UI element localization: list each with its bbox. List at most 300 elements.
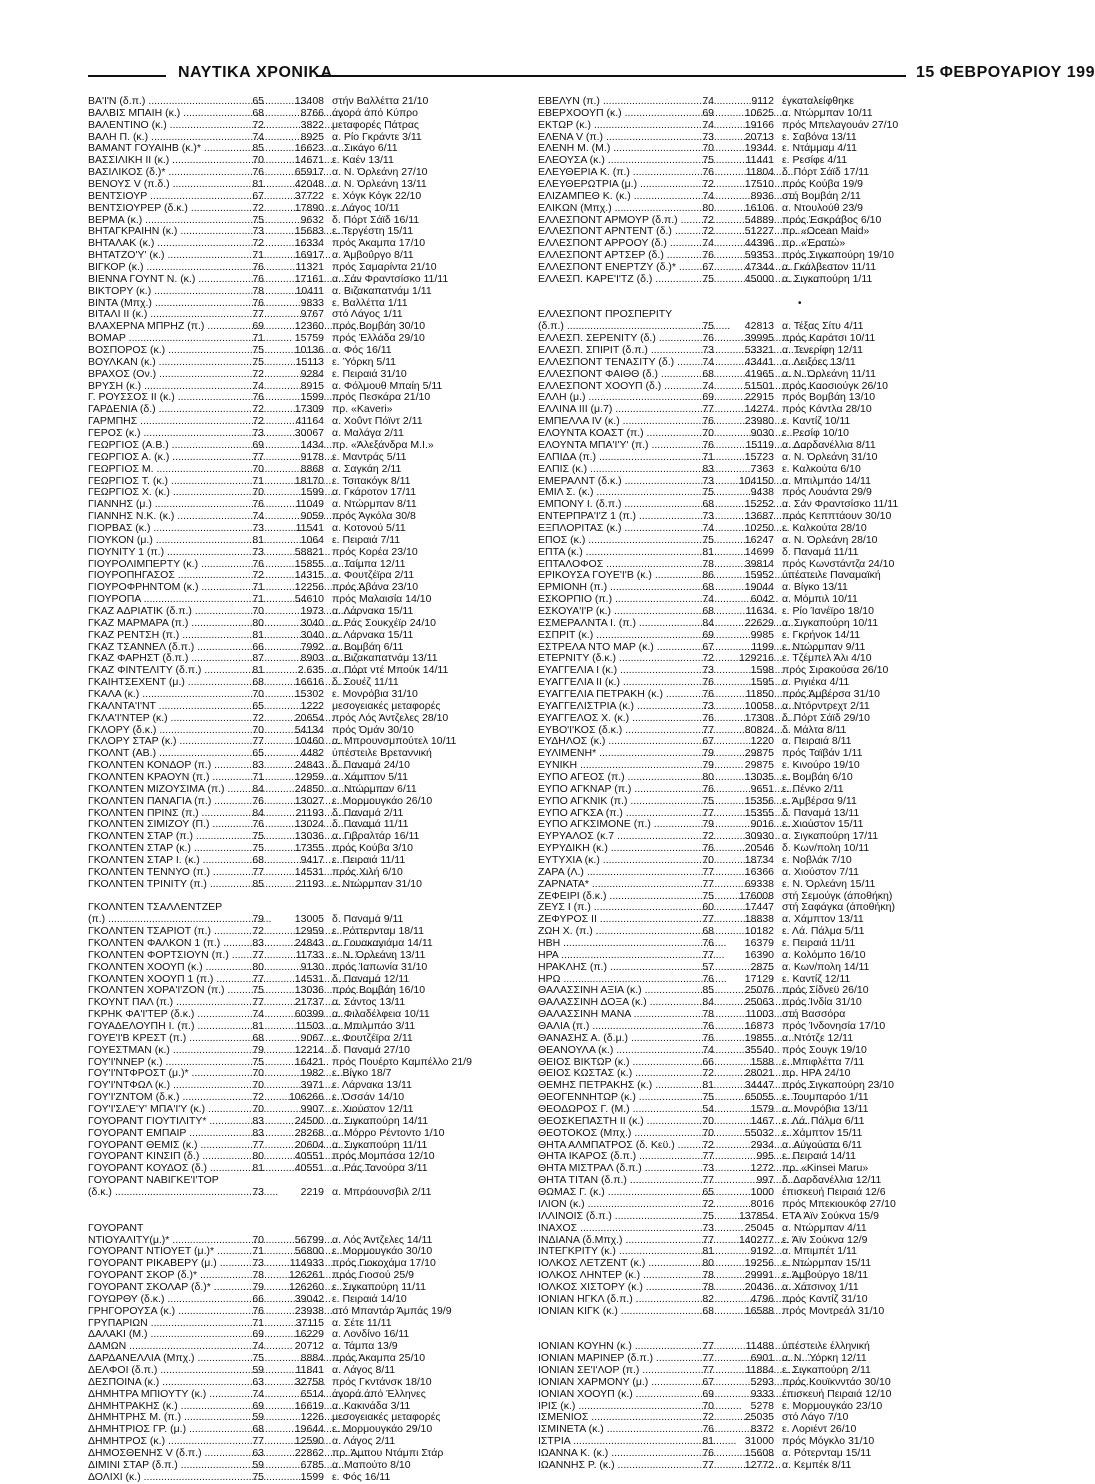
ship-name: ΓΟΥΟΡΑΝΤ ΓΙΟΥΤΙΛΙΤΥ* .....: [88, 1116, 240, 1128]
build-year: 84: [252, 782, 264, 795]
position-note: α. Μπράουνσβιλ 2/11: [332, 1186, 432, 1199]
tonnage: 17309: [294, 403, 324, 416]
build-year: 65: [252, 747, 264, 760]
tonnage: 126260: [288, 1280, 324, 1293]
position-note: ε. Μορμουγκάο 30/10: [332, 1245, 433, 1258]
build-year: 77: [702, 1150, 714, 1163]
build-year: 72: [702, 1138, 714, 1151]
ship-name: ΙΟΝΙΑΝ ΜΑΡΙΝΕΡ (δ.π.) .....: [538, 1353, 690, 1365]
ship-name: ΘΕΟΣΚΕΠΑΣΤΗ ΙΙ (κ.) .....: [538, 1116, 690, 1128]
ship-entry: [88, 713, 488, 725]
position-note: ε. Πειραιά 31/10: [332, 367, 407, 380]
tonnage: 80824: [744, 723, 774, 736]
position-note: α. Γκάροτον 17/11: [332, 486, 417, 499]
ship-entry: [538, 203, 938, 215]
build-year: 76: [702, 937, 714, 950]
tonnage: 3040: [300, 628, 324, 641]
tonnage: 11049: [295, 498, 324, 511]
position-note: α. Βομβάη 6/11: [332, 640, 404, 653]
position-note: πρός Σιρακούσα 26/10: [782, 664, 889, 677]
position-note: πρός Κάντλα 28/10: [782, 403, 872, 416]
position-note: πρός Έσκράβος 6/10: [782, 213, 882, 226]
build-year: 74: [252, 1387, 264, 1400]
position-note: ε. Καλκούτα 6/10: [782, 462, 861, 475]
ship-entry: [88, 452, 488, 464]
tonnage: 1982: [300, 1067, 324, 1080]
position-note: α. Κεμπέκ 8/11: [782, 1458, 852, 1471]
tonnage: 20604: [294, 1138, 324, 1151]
ship-name: ΓΙΟΡΒΑΣ (κ.) .....: [88, 523, 240, 535]
build-year: 72: [252, 711, 264, 724]
tonnage: 44396: [744, 237, 774, 250]
tonnage: 4482: [300, 747, 324, 760]
ship-name: ΕΛΟΥΝΤΑ ΚΟΑΣΤ (π.) .....: [538, 428, 690, 440]
ship-entry: [88, 796, 488, 808]
tonnage: 34447: [744, 1079, 774, 1092]
build-year: 76: [702, 249, 714, 262]
build-year: 70: [702, 1399, 714, 1412]
tonnage: 9130: [300, 960, 324, 973]
tonnage: 995: [756, 1150, 774, 1163]
ship-name: ΕΥΠΟ ΑΓΚΝΑΡ (π.) .....: [538, 784, 690, 796]
tonnage: 56800: [294, 1245, 324, 1258]
tonnage: 19644: [294, 1423, 324, 1436]
tonnage: 16390: [744, 948, 774, 961]
position-note: ε. Κινούρο 19/10: [782, 759, 860, 772]
tonnage: 6901: [750, 1352, 774, 1365]
position-note: στή Βασσόρα: [782, 1008, 846, 1021]
position-note: α. Σαγκάη 2/11: [332, 462, 402, 475]
ship-entry: [88, 120, 488, 132]
position-note: πρός Σαμαρίντα 21/10: [332, 261, 437, 274]
tonnage: 10411: [295, 284, 324, 297]
build-year: 70: [252, 1067, 264, 1080]
ship-name: ΓΟΥΕ'Ι'Β ΚΡΕΣΤ (π.) .....: [88, 1033, 240, 1045]
ship-name: ΕΛΛΕΣΠ. ΣΕΡΕΝΙΤΥ (δ.) .....: [538, 333, 690, 345]
position-note: δ. Παναμά 11/11: [332, 818, 409, 831]
ship-entry: [538, 1211, 938, 1223]
ship-name: ΙΣΤΡΙΑ .....: [538, 1436, 690, 1448]
position-note: ε. Τουμπαρόο 1/11: [782, 1091, 869, 1104]
ship-name: ΓΙΑΝΝΗΣ (μ.) .....: [88, 499, 240, 511]
ship-name: ΖΕΦΕΙΡΙ (δ.κ.) .....: [538, 891, 690, 903]
build-year: 83: [702, 462, 714, 475]
build-year: 81: [702, 1435, 714, 1448]
ship-entry: [538, 1223, 938, 1235]
position-note: α. Αύγούστα 6/11: [782, 1138, 863, 1151]
build-year: 65: [252, 699, 264, 712]
tonnage: 9417: [300, 854, 324, 866]
tonnage: 9333: [750, 1387, 774, 1400]
tonnage: 8884: [300, 1352, 324, 1365]
position-note: δ. Πόρτ Σάϊδ 17/11: [782, 166, 870, 179]
build-year: 74: [702, 1043, 714, 1056]
build-year: 75: [702, 154, 714, 167]
ship-name: ΓΚΡΗΚ ΦΑ'Ι'ΤΕΡ (δ.κ.) .....: [88, 1009, 240, 1021]
build-year: 77: [252, 1138, 264, 1151]
position-note: α. Ντώρμπαν 4/11: [782, 1221, 867, 1234]
position-note: α. Ρότερνταμ 15/11: [782, 1446, 872, 1459]
ship-name: ΕΛΛΕΣΠ. ΣΠΙΡΙΤ (δ.π.) .....: [538, 345, 690, 357]
tonnage: 43441: [744, 355, 774, 368]
position-note: ε. Μορμουγκάο 26/10: [332, 794, 433, 807]
position-note: πρός Ίνδονησία 17/10: [782, 1020, 886, 1033]
position-note: πρ. Άμπου Ντάμπι Στάρ: [332, 1446, 444, 1459]
ship-entry: [538, 1116, 938, 1128]
tonnage: 15952: [744, 569, 774, 582]
build-year: 74: [702, 379, 714, 392]
tonnage: 20713: [744, 130, 774, 143]
tonnage: 23980: [744, 415, 774, 428]
publication-title: ΝΑΥΤΙΚΑ ΧΡΟΝΙΚΑ: [178, 64, 333, 81]
tonnage: 5293: [750, 1375, 774, 1388]
position-note: α. Φουτζέϊρα 2/11: [332, 569, 415, 582]
tonnage: 14671: [294, 154, 324, 167]
build-year: 71: [252, 332, 264, 345]
ship-name: ΓΕΩΡΓΙΟΣ (Α.Β.) .....: [88, 440, 240, 452]
ship-name: ΘΕΟΔΩΡΟΣ Γ. (Μ.) .....: [538, 1104, 690, 1116]
build-year: 75: [702, 889, 714, 902]
tonnage: 24843: [294, 937, 324, 950]
tonnage: 1199: [751, 640, 774, 653]
position-note: στό Λάγο 7/10: [782, 1411, 849, 1424]
position-note: δ. Παναμά 24/10: [332, 759, 410, 772]
ship-name: ΕΥΤΥΧΙΑ (κ.) .....: [538, 855, 690, 867]
tonnage: 17355: [294, 842, 324, 855]
ship-name: ΕΡΙΚΟΥΣΑ ΓΟΥΕ'Ι'Β (κ.) .....: [538, 570, 690, 582]
tonnage: 58821: [294, 545, 324, 558]
tonnage: 18734: [744, 854, 774, 866]
build-year: 68: [252, 854, 264, 866]
ship-name: ΕΛΕΝΑ V (π.) .....: [538, 132, 690, 144]
issue-date-page: 15 ΦΕΒΡΟΥΑΡΙΟΥ 199: [916, 64, 1095, 81]
ship-name-continued: ΓΟΥΟΡΑΝΤ ΝΑΒΙΓΚΕ'Ι'ΤΟΡ: [88, 1174, 219, 1187]
tonnage: 9985: [750, 628, 774, 641]
build-year: 75: [252, 1470, 264, 1483]
position-note: πρός Μαλαισία 14/10: [332, 593, 432, 606]
ship-name: ΒΑΛΒΙΣ ΜΠΑΙΗ (κ.) .....: [88, 108, 240, 120]
ship-list-right-column: [538, 96, 938, 1472]
build-year: 54: [702, 1103, 714, 1116]
tonnage: 17308: [744, 711, 774, 724]
tonnage: 42048: [294, 178, 324, 191]
build-year: 77: [252, 865, 264, 878]
build-year: 72: [702, 1067, 714, 1080]
build-year: 76: [702, 782, 714, 795]
build-year: 57: [702, 960, 714, 973]
ship-entry: [88, 1377, 488, 1389]
position-note: πρός Πουέρτο Καμπέλλο 21/9: [332, 1055, 472, 1068]
position-note: ε. Τζέμπελ Άλι 4/10: [782, 652, 872, 665]
build-year: 81: [702, 1245, 714, 1258]
position-note: ε. Ύόρκη 5/11: [332, 355, 397, 368]
position-note: α. Γουακαγιάμα 14/11: [332, 937, 433, 950]
build-year: 77: [252, 308, 264, 321]
position-note: α. Βίγκο 13/11: [782, 581, 848, 594]
tonnage: 12959: [294, 770, 324, 783]
build-year: 77: [252, 450, 264, 463]
ship-name: ΒΕΡΜΑ (κ.) .....: [88, 215, 240, 227]
ship-name: ΓΚΟΛΝΤΕΝ ΤΕΝΝΥΟ (π.) .....: [88, 867, 240, 879]
build-year: 67: [252, 189, 264, 202]
ship-entry: [88, 535, 488, 547]
ship-name: ΙΟΛΚΟΣ ΧΙΣΤΟΡΥ (κ.) .....: [538, 1282, 690, 1294]
position-note: πρ. «Άλεξάνδρα Μ.Ι.»: [332, 438, 434, 451]
build-year: 73: [702, 510, 714, 523]
tonnage: 3040: [300, 616, 324, 629]
build-year: 76: [702, 972, 714, 985]
tonnage: 16917: [294, 249, 324, 262]
tonnage: 1595: [750, 676, 774, 689]
tonnage: 15723: [744, 450, 774, 463]
ship-name: ΓΚΑΖ ΡΕΝΤΣΗ (π.) .....: [88, 630, 240, 642]
position-note: α. Σιγκαπούρη 10/11: [782, 616, 879, 629]
tonnage: 14531: [294, 865, 324, 878]
position-note: ε. Σαβόνα 13/11: [782, 130, 857, 143]
ship-name: ΕΛΕΥΘΕΡΩΤΡΙΑ (μ.) .....: [538, 179, 690, 191]
build-year: 81: [252, 628, 264, 641]
ship-name: ΒΑΣΣΙΛΙΚΗ ΙΙ (κ.) .....: [88, 155, 240, 167]
build-year: 71: [252, 581, 264, 594]
ship-entry: [88, 464, 488, 476]
ship-name: ΓΟΥ'Ι'ΣΛΕ'Υ' ΜΠΑ'Ι'Υ (κ.) .....: [88, 1104, 240, 1116]
tonnage: 15356: [744, 794, 774, 807]
tonnage: 11850: [745, 687, 774, 700]
build-year: 66: [252, 1292, 264, 1305]
ship-name: ΓΟΥΟΡΑΝΤ ΕΜΠΑΙΡ .....: [88, 1128, 240, 1140]
build-year: 74: [702, 593, 714, 606]
ship-name: ΙΛΙΟΝ (κ.) .....: [538, 1199, 690, 1211]
build-year: 77: [252, 948, 264, 961]
build-year: 70: [252, 1103, 264, 1116]
ship-list-left-column: [88, 96, 488, 1484]
build-year: 65: [252, 95, 264, 107]
ship-name: ΒΕΝΤΣΙΟΥΡΕΡ (δ.κ.) .....: [88, 203, 240, 215]
tonnage: 1588: [750, 1055, 774, 1068]
tonnage: 21193: [295, 806, 324, 819]
build-year: 76: [252, 261, 264, 274]
position-note: α. Ν. Όρλεάνη 13/11: [332, 178, 427, 191]
ship-name: ΕΛΛΗ (μ.) .....: [538, 392, 690, 404]
position-note: πρός Κούβα 19/9: [782, 178, 863, 191]
ship-name: ΓΟΥΟΡΑΝΤ ΡΙΚΑΒΕΡΥ (μ.) .....: [88, 1258, 240, 1270]
tonnage: 65055: [744, 1091, 774, 1104]
position-note: α. Πόρτ ντέ Μπούκ 14/11: [332, 664, 449, 677]
build-year: 74: [702, 237, 714, 250]
ship-name: ΔΗΜΗΤΡΙΟΣ ΓΡ. (μ.) .....: [88, 1424, 240, 1436]
ship-entry: [88, 440, 488, 452]
position-note: πρός Σίδνεϋ 26/10: [782, 984, 869, 997]
ship-name: ΓΚΟΛΝΤΕΝ ΤΡΙΝΙΤΥ (π.) .....: [88, 879, 240, 891]
ship-name: ΕΜΠΟΝΥ Ι. (δ.π.) .....: [538, 499, 690, 511]
position-note: ε. Βίγκο 18/7: [332, 1067, 392, 1080]
ship-name: ΓΕΩΡΓΙΟΣ Α. (κ.) .....: [88, 452, 240, 464]
header-rule-left: [88, 75, 166, 77]
position-note: ε. Τεργέστη 15/11: [332, 225, 414, 238]
ship-name: ΓΕΩΡΓΙΟΣ Τ. (κ.) .....: [88, 476, 240, 488]
position-note: πρός Έλλάδα 29/10: [332, 332, 425, 345]
position-note: α. Λάρνακα 15/11: [332, 628, 414, 641]
ship-name: ΔΗΜΗΤΡΑΚΗΣ (κ.) .....: [88, 1401, 240, 1413]
position-note: πρός Κεππτάουν 30/10: [782, 510, 892, 523]
ship-name: ΙΣΜΙΝΕΤΑ (κ.) .....: [538, 1424, 690, 1436]
position-note: ε. Τσιτακόγκ 8/11: [332, 474, 411, 487]
position-note: ε. Γκρήνοκ 14/11: [782, 628, 861, 641]
ship-name-continued: ΓΚΟΛΝΤΕΝ ΤΣΑΛΛΕΝΤΖΕΡ: [88, 901, 223, 914]
tonnage: 13024: [294, 818, 324, 831]
position-note: πρ. «Έρατώ»: [782, 237, 846, 250]
ship-name: ΕΛΠΙΔΑ (π.) .....: [538, 452, 690, 464]
tonnage: 11503: [295, 1020, 324, 1033]
ship-name: ΓΚΑΖ ΦΙΝΤΕΛΙΤΥ (δ.π.) .....: [88, 665, 240, 677]
ship-name: ΘΕΙΟΣ ΚΩΣΤΑΣ (κ.) .....: [538, 1068, 690, 1080]
tonnage: 13035: [744, 770, 774, 783]
ship-name: ΓΙΟΥΚΟΝ (μ.) .....: [88, 535, 240, 547]
position-note: ε. Βομβάη 6/10: [782, 770, 853, 783]
ship-name: ΓΟΥΟΡΑΝΤ ΚΟΥΔΟΣ (δ.) .....: [88, 1163, 240, 1175]
position-note: α. Λάγος 8/11: [332, 1363, 396, 1376]
ship-name: ΒΡΥΣΗ (κ.) .....: [88, 381, 240, 393]
position-note: πρός Ταϊβάν 1/11: [782, 747, 863, 760]
ship-name: ΓΚΟΛΝΤΕΝ ΣΤΑΡ (κ.) .....: [88, 843, 240, 855]
ship-name: ΕΜΠΕΛΛΑ IV (κ.) .....: [538, 416, 690, 428]
ship-entry: [88, 879, 488, 891]
tonnage: 9284: [300, 367, 324, 380]
bullet-mark: •: [798, 297, 802, 309]
ship-name-continued: ΕΛΛΕΣΠΟΝΤ ΠΡΟΣΠΕΡΙΤΥ: [538, 308, 673, 321]
tonnage: 6785: [300, 1458, 324, 1471]
position-note: α. Βιζακαπατνάμ 1/11: [332, 284, 432, 297]
tonnage: 1434: [300, 438, 324, 451]
ship-name: ΓΚΟΛΝΤΕΝ ΜΙΖΟΥΣΙΜΑ (π.) .....: [88, 784, 240, 796]
tonnage: 19855: [744, 1031, 774, 1044]
tonnage: 9767: [300, 308, 324, 321]
position-note: ε. Όσσάν 14/10: [332, 1091, 405, 1104]
ship-name: ΘΗΤΑ ΤΙΤΑΝ (δ.π.) .....: [538, 1175, 690, 1187]
ship-name: ΓΚΛΑ'Ι'ΝΤΕΡ (κ.) .....: [88, 713, 240, 725]
build-year: 81: [252, 664, 264, 677]
position-note: ε. Ντάμμαμ 4/11: [782, 142, 857, 155]
build-year: 77: [252, 1435, 264, 1448]
ship-name: ΙΣΜΕΝΙΟΣ .....: [538, 1412, 690, 1424]
tonnage: 20436: [744, 1280, 774, 1293]
ship-name: ΓΙΟΥΡΟΠΗΓΑΣΟΣ .....: [88, 570, 240, 582]
tonnage: 11634: [745, 604, 774, 617]
build-year: 76: [252, 296, 264, 309]
build-year: 70: [252, 687, 264, 700]
position-note: α. Γιβραλτάρ 16/11: [332, 830, 420, 843]
tonnage: 25035: [744, 1411, 774, 1424]
tonnage: 39042: [294, 1292, 324, 1305]
position-note: πρός Γιοκοχάμα 17/10: [332, 1257, 436, 1270]
ship-entry: [538, 120, 938, 132]
position-note: ε. Άμβέρσα 9/11: [782, 794, 857, 807]
ship-entry: [88, 784, 488, 796]
tonnage: 9067: [300, 1031, 324, 1044]
position-note: ε. Σιγκαπούρη 2/11: [782, 1363, 871, 1376]
position-note: α. Κοτονού 5/11: [332, 521, 406, 534]
position-note: α. Λονδίνο 16/11: [332, 1328, 410, 1341]
position-note: α. Χιούστον 7/11: [782, 865, 859, 878]
build-year: 80: [702, 201, 714, 214]
position-note: πρός Σιγκαπούρη 23/10: [782, 1079, 894, 1092]
ship-entry: [88, 1116, 488, 1128]
build-year: 85: [252, 142, 264, 155]
ship-entry: [538, 867, 938, 879]
build-year: 79: [702, 818, 714, 831]
ship-name: ΕΥΡΥΑΛΟΣ (κ.7 .....: [538, 831, 690, 843]
tonnage: 176008: [738, 889, 774, 902]
ship-name: (δ.κ.) .....: [88, 1187, 240, 1199]
ship-name: ΘΑΝΑΣΗΣ Α. (δ.μ.) .....: [538, 1033, 690, 1045]
tonnage: 45000: [744, 272, 774, 285]
build-year: 75: [702, 794, 714, 807]
build-year: 67: [702, 735, 714, 748]
tonnage: 22862: [294, 1446, 324, 1459]
ship-entry: [538, 1033, 938, 1045]
ship-name: ΓΚΟΛΝΤΕΝ ΣΙΜΙΖΟΥ (Π.) .....: [88, 819, 240, 831]
ship-entry: [538, 464, 938, 476]
build-year: 69: [252, 438, 264, 451]
build-year: 68: [702, 367, 714, 380]
position-note: α. Τέξας Σίτυ 4/11: [782, 320, 864, 333]
ship-entry: [88, 1128, 488, 1140]
tonnage: 8903: [300, 652, 324, 665]
tonnage: 15355: [744, 806, 774, 819]
ship-name: ΕΥΠΟ ΑΓΚΣΙΜΟΝΕ (π.) .....: [538, 819, 690, 831]
ship-name: ΙΟΝΙΑΝ ΚΟΥΗΝ (κ.) .....: [538, 1341, 690, 1353]
ship-name: ΓΚΑΙΗΤΣΕΧΕΝΤ (μ.) .....: [88, 677, 240, 689]
ship-name: ΘΑΛΑΣΣΙΝΗ ΜΑΝΑ .....: [538, 1009, 690, 1021]
tonnage: 29875: [744, 747, 774, 760]
position-note: πρός Πεσκάρα 21/10: [332, 391, 431, 404]
ship-entry: [538, 796, 938, 808]
position-note: πρός Βομβάη 13/10: [782, 391, 876, 404]
ship-name: ΓΚΑΖ ΤΣΑΝΝΕΛ (δ.π.) .....: [88, 642, 240, 654]
build-year: 73: [702, 1221, 714, 1234]
ship-name: ΓΙΟΥΡΟΠΑ .....: [88, 594, 240, 606]
position-note: α. Άμβοΰργο 8/11: [332, 249, 414, 262]
position-note: πρός Μομπάσα 12/10: [332, 1150, 435, 1163]
position-note: α. Σάν Φραντσίσκο 11/11: [332, 272, 449, 285]
position-note: πρός Άμβέρσα 31/10: [782, 687, 880, 700]
position-note: στό Μπαντάρ Άμπάς 19/9: [332, 1304, 452, 1317]
tonnage: 18838: [744, 913, 774, 926]
build-year: 67: [702, 261, 714, 274]
tonnage: 11841: [295, 1363, 324, 1376]
page-header: [88, 64, 1095, 86]
ship-entry: [88, 1306, 488, 1318]
ship-name: ΕΣΚΟΥΑ'Ι'Ρ (κ.) .....: [538, 606, 690, 618]
position-note: α. Κολόμπο 16/10: [782, 948, 866, 961]
position-note: πρός Καράτσι 10/11: [782, 332, 876, 345]
tonnage: 15608: [744, 1446, 774, 1459]
build-year: 71: [252, 593, 264, 606]
tonnage: 41965: [744, 367, 774, 380]
build-year: 68: [702, 498, 714, 511]
build-year: 70: [252, 1079, 264, 1092]
ship-name: ΔΗΜΗΤΡΟΣ (κ.) .....: [88, 1436, 240, 1448]
position-note: ε. Ντώρμπαν 15/11: [782, 1257, 872, 1270]
build-year: 72: [702, 1197, 714, 1210]
tonnage: 129216: [738, 652, 774, 665]
ship-name: ΓΕΩΡΓΙΟΣ Χ. (κ.) .....: [88, 487, 240, 499]
position-note: ε. Ν. Όρλεάνη 15/11: [782, 877, 876, 890]
ship-name: ΘΕΜΗΣ ΠΕΤΡΑΚΗΣ (κ.) .....: [538, 1080, 690, 1092]
build-year: 77: [252, 735, 264, 748]
ship-name: ΕΛΛΙΝΑ ΙΙΙ (μ.7) .....: [538, 404, 690, 416]
ship-name: ΒΙΕΝΝΑ ΓΟΥΝΤ Ν. (κ.) .....: [88, 274, 240, 286]
